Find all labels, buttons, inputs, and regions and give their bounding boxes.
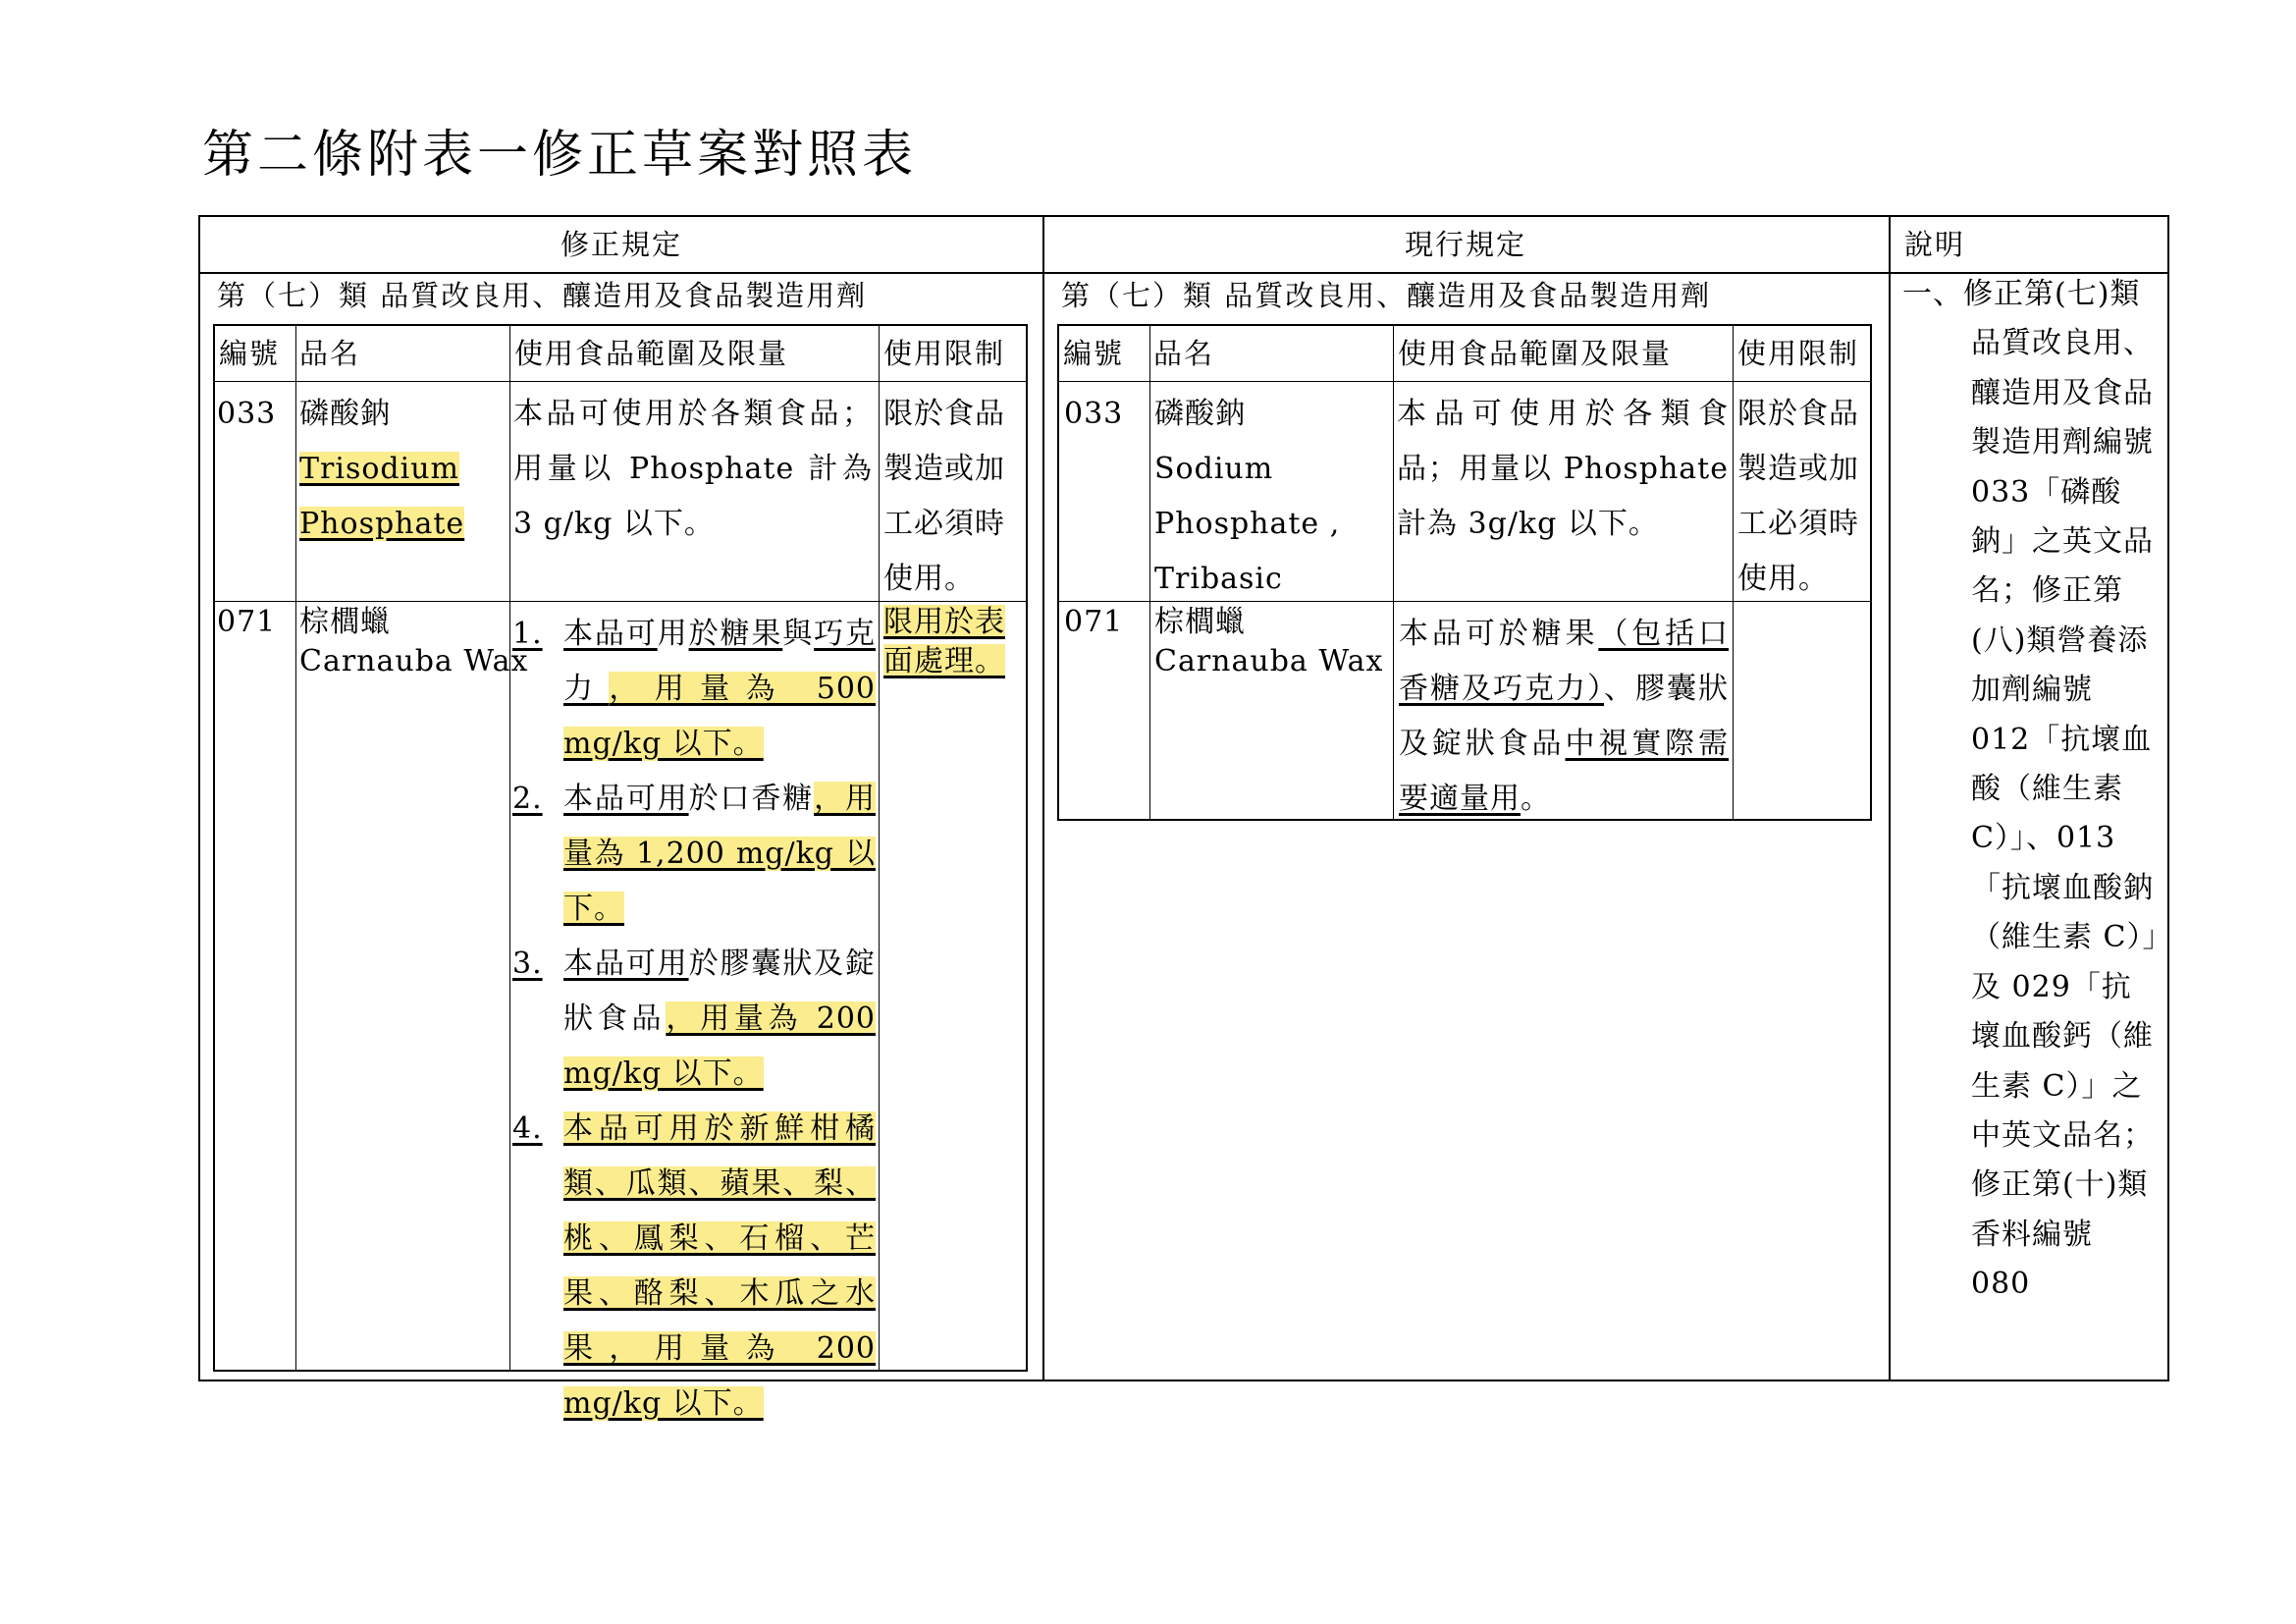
revised-inner-table — [213, 324, 1028, 1421]
page-title: 第二條附表一修正草案對照表 — [202, 126, 918, 185]
scope-item-4: 4. 本品可用於新鮮柑橘類、瓜類、蘋果、梨、桃、鳳梨、石榴、芒果、酪梨、木瓜之水果，用量為 200 mg/kg 以下。 — [512, 1111, 876, 1421]
item-scope — [512, 607, 876, 1432]
item-no: 071 — [217, 605, 277, 639]
column-divider — [1889, 217, 1891, 1380]
item-name-zh: 棕櫚蠟 — [1154, 605, 1246, 639]
scope-item-1: 1. 本品可用於糖果與巧克力，用量為 500 mg/kg 以下。 — [512, 617, 877, 761]
item-name — [299, 387, 506, 552]
item-name-en: Carnauba Wax — [1154, 644, 1384, 678]
col-no-header: 編號 — [219, 337, 281, 370]
item-name — [1154, 603, 1383, 681]
col-scope-header: 使用食品範圍及限量 — [1398, 337, 1673, 370]
header-current: 現行規定 — [1404, 228, 1526, 261]
header-divider — [200, 272, 2167, 274]
item-name-zh: 棕櫚蠟 — [299, 605, 391, 639]
col-name-header: 品名 — [1153, 337, 1215, 370]
item-name — [299, 603, 528, 681]
item-no: 033 — [217, 397, 277, 431]
item-no: 071 — [1064, 605, 1124, 639]
explanation-heading: 一、修正第(七)類 — [1902, 277, 2141, 311]
column-divider — [1042, 217, 1044, 1380]
scope-item-3: 3. 本品可用於膠囊狀及錠狀食品，用量為 200 mg/kg 以下。 — [512, 947, 877, 1091]
explanation-body: 品質改良用、釀造用及食品製造用劑編號 033「磷酸鈉」之英文品名；修正第(八)類營養添加劑編號 012「抗壞血酸（維生素 C）」、013「抗壞血酸鈉（維生素 C）」及 029「抗壞血酸鈣（維生素 C）」之中英文品名；修正第(十)類香料編號 080 — [1971, 326, 2159, 1302]
scope-item-2: 2. 本品可用於口香糖，用量為 1,200 mg/kg 以下。 — [512, 782, 877, 926]
col-scope-header: 使用食品範圍及限量 — [514, 337, 789, 370]
item-name-en: Sodium — [1154, 452, 1274, 486]
item-scope: 本品可使用於各類食品；用量以 Phosphate 計為 3 g/kg 以下。 — [513, 397, 873, 541]
category-current: 第（七）類 品質改良用、釀造用及食品製造用劑 — [1061, 279, 1712, 312]
header-revised: 修正規定 — [560, 228, 682, 261]
item-scope: 本品可於糖果（包括口香糖及巧克力）、膠囊狀及錠狀食品中視實際需要適量用。 — [1399, 617, 1730, 816]
item-restrict: 限於食品製造或加工必須時使用。 — [1737, 397, 1859, 596]
col-restrict-header: 使用限制 — [1737, 337, 1860, 370]
item-scope: 本品可使用於各類食品；用量以 Phosphate 計為 3g/kg 以下。 — [1397, 397, 1729, 541]
item-no: 033 — [1064, 397, 1124, 431]
item-name-en: Phosphate , — [1154, 507, 1341, 541]
item-name-zh: 磷酸鈉 — [1154, 397, 1246, 431]
item-name-zh: 磷酸鈉 — [299, 397, 391, 431]
current-inner-table — [1057, 324, 1872, 821]
item-name-en: Phosphate — [299, 507, 465, 541]
header-note: 說明 — [1904, 228, 1966, 261]
item-name-en: Tribasic — [1154, 562, 1283, 596]
col-restrict-header: 使用限制 — [883, 337, 1006, 370]
item-restrict: 限於食品製造或加工必須時使用。 — [883, 397, 1005, 596]
col-name-header: 品名 — [299, 337, 361, 370]
col-no-header: 編號 — [1063, 337, 1125, 370]
item-name — [1154, 387, 1390, 607]
item-restrict: 限用於表面處理。 — [883, 605, 1005, 678]
explanation-text — [1902, 270, 2160, 1310]
item-name-en: Carnauba Wax — [299, 644, 529, 678]
item-name-en: Trisodium — [299, 452, 459, 486]
category-revised: 第（七）類 品質改良用、釀造用及食品製造用劑 — [217, 279, 868, 312]
